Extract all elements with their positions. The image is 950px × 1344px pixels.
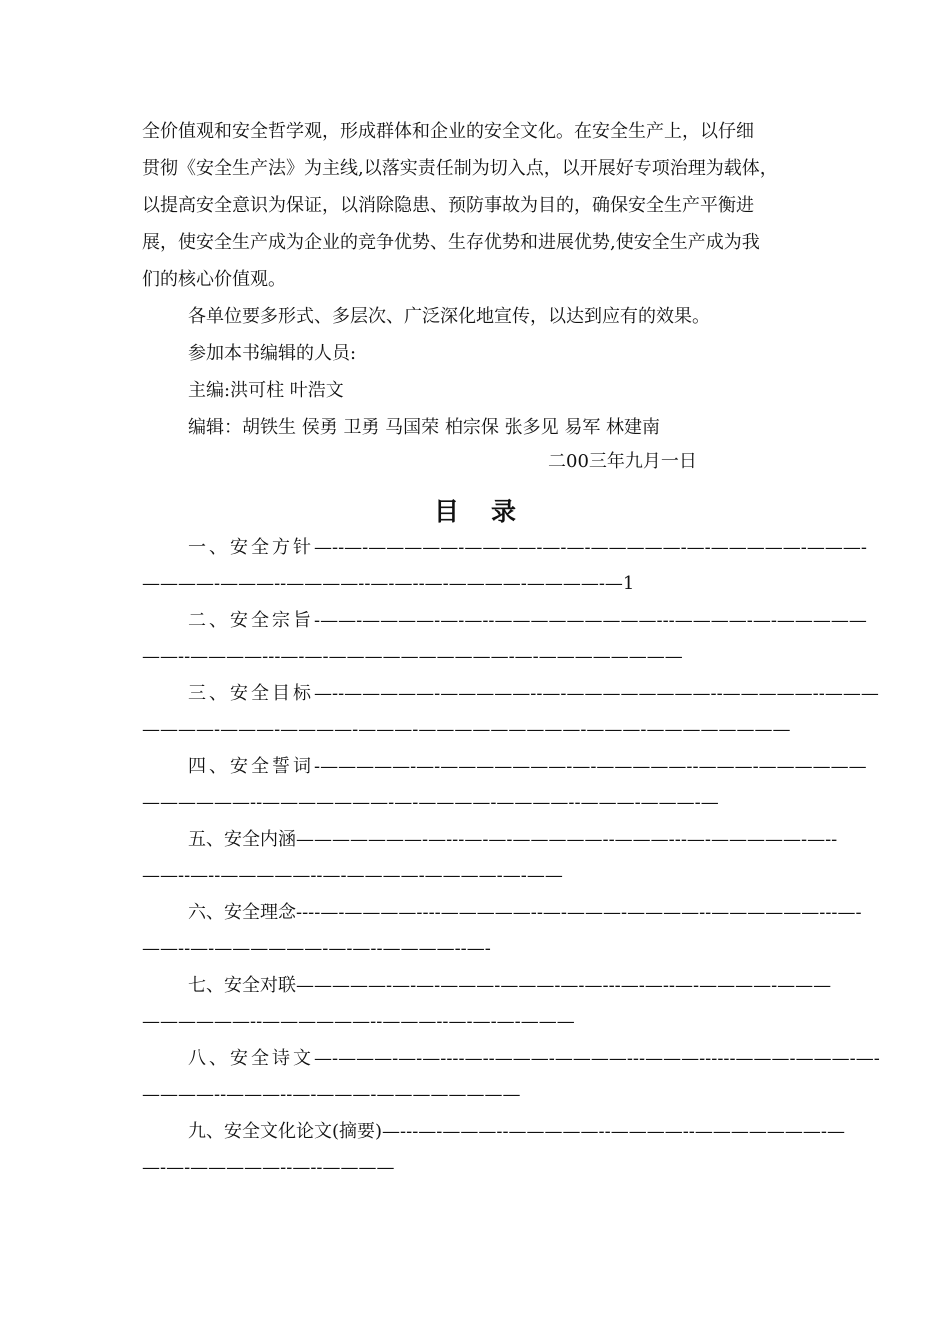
editors-intro: 参加本书编辑的人员: bbox=[188, 343, 357, 364]
toc-leader: —---—-———--—————--————--———————-— bbox=[382, 1121, 845, 1142]
toc-leader: ——--————---—-—-——————————-—-———————— bbox=[142, 646, 683, 667]
toc-leader: —--—————-—————--—-————————--—————--——— bbox=[314, 683, 879, 704]
toc-leader: —-———-—-—----—--———-————---———------———-———-—- bbox=[314, 1048, 880, 1069]
publicity-paragraph: 各单位要多形式、多层次、广泛深化地宣传，以达到应有的效果。 bbox=[188, 306, 710, 327]
toc-leader: ——————--———————-—-————-————--———-———-— bbox=[142, 792, 719, 813]
toc-entry-label: 五、安全内涵 bbox=[188, 829, 296, 850]
toc-leader: ----—-————----—————--—-———-————--——————---—- bbox=[296, 902, 862, 923]
toc-entry-4[interactable] bbox=[142, 749, 867, 822]
paragraph-line: 以提高安全意识为保证，以消除隐患、预防事故为目的，确保安全生产平衡进 bbox=[142, 195, 754, 216]
toc-entry-label: 九、安全文化论文(摘要) bbox=[188, 1121, 383, 1142]
toc-entry-label: 三、安全目标 bbox=[188, 683, 314, 704]
toc-entry-label: 一、安全方针 bbox=[188, 537, 314, 558]
toc-leader: ——————--——————--———--—-—-—-——— bbox=[142, 1011, 575, 1032]
toc-entry-8[interactable] bbox=[142, 1041, 880, 1114]
toc-leader: ————-———-————-———-—————————-———-———————— bbox=[142, 719, 791, 740]
toc-entry-label: 八、安全诗文 bbox=[188, 1048, 314, 1069]
toc-leader: -—————-—-———————-—-—————--———-—————— bbox=[314, 756, 867, 777]
toc-entry-5[interactable] bbox=[142, 822, 838, 895]
paragraph-line: 贯彻《安全生产法》为主线,以落实责任制为切入点，以开展好专项治理为载体， bbox=[142, 158, 778, 179]
toc-leader: ——--—--—————--—-————-————-—-—— bbox=[142, 865, 563, 886]
toc-leader: —-—-—————--—--———— bbox=[142, 1157, 395, 1178]
toc-leader: ———————-—---—-—-—————--———---—-—————-—-- bbox=[296, 829, 838, 850]
toc-leader: ————-———--————--—-—--—-————-————-—1 bbox=[142, 573, 635, 594]
toc-entry-label: 二、安全宗旨 bbox=[188, 610, 314, 631]
toc-leader: —--—-—————-————-—-—-—————-—-—————-———- bbox=[314, 537, 867, 558]
toc-entry-7[interactable] bbox=[142, 968, 832, 1041]
toc-entry-6[interactable] bbox=[142, 895, 862, 968]
publication-date: 二00三年九月一日 bbox=[548, 451, 697, 472]
paragraph-line: 展，使安全生产成为企业的竞争优势、生存优势和进展优势,使安全生产成为我 bbox=[142, 232, 760, 253]
editors-list: 编辑：胡铁生 侯勇 卫勇 马国荣 柏宗保 张多见 易军 林建南 bbox=[188, 417, 661, 438]
chief-editors: 主编:洪可柱 叶浩文 bbox=[188, 380, 344, 401]
toc-title: 目录 bbox=[433, 497, 548, 526]
paragraph-line: 全价值观和安全哲学观，形成群体和企业的安全文化。在安全生产上，以仔细 bbox=[142, 121, 754, 142]
toc-leader: ————--———--—-———-———————— bbox=[142, 1084, 521, 1105]
toc-entry-9[interactable] bbox=[142, 1114, 845, 1187]
body-paragraph bbox=[142, 113, 822, 446]
toc-entry-label: 七、安全对联 bbox=[188, 975, 296, 996]
toc-leader: -——-————-—-—--—————————---————-—-————— bbox=[314, 610, 867, 631]
toc-entry-label: 四、安全誓词 bbox=[188, 756, 314, 777]
toc-entry-2[interactable] bbox=[142, 603, 867, 676]
toc-leader: —————-—-—-———-———-—-—---—-—--—-————-——— bbox=[296, 975, 832, 996]
toc-leader: ——--—-——————-—-—--————--—- bbox=[142, 938, 491, 959]
toc-entry-label: 六、安全理念 bbox=[188, 902, 296, 923]
toc-entry-3[interactable] bbox=[142, 676, 879, 749]
toc-entry-1[interactable] bbox=[142, 530, 867, 603]
paragraph-line: 们的核心价值观。 bbox=[142, 269, 286, 290]
table-of-contents bbox=[142, 530, 880, 1187]
